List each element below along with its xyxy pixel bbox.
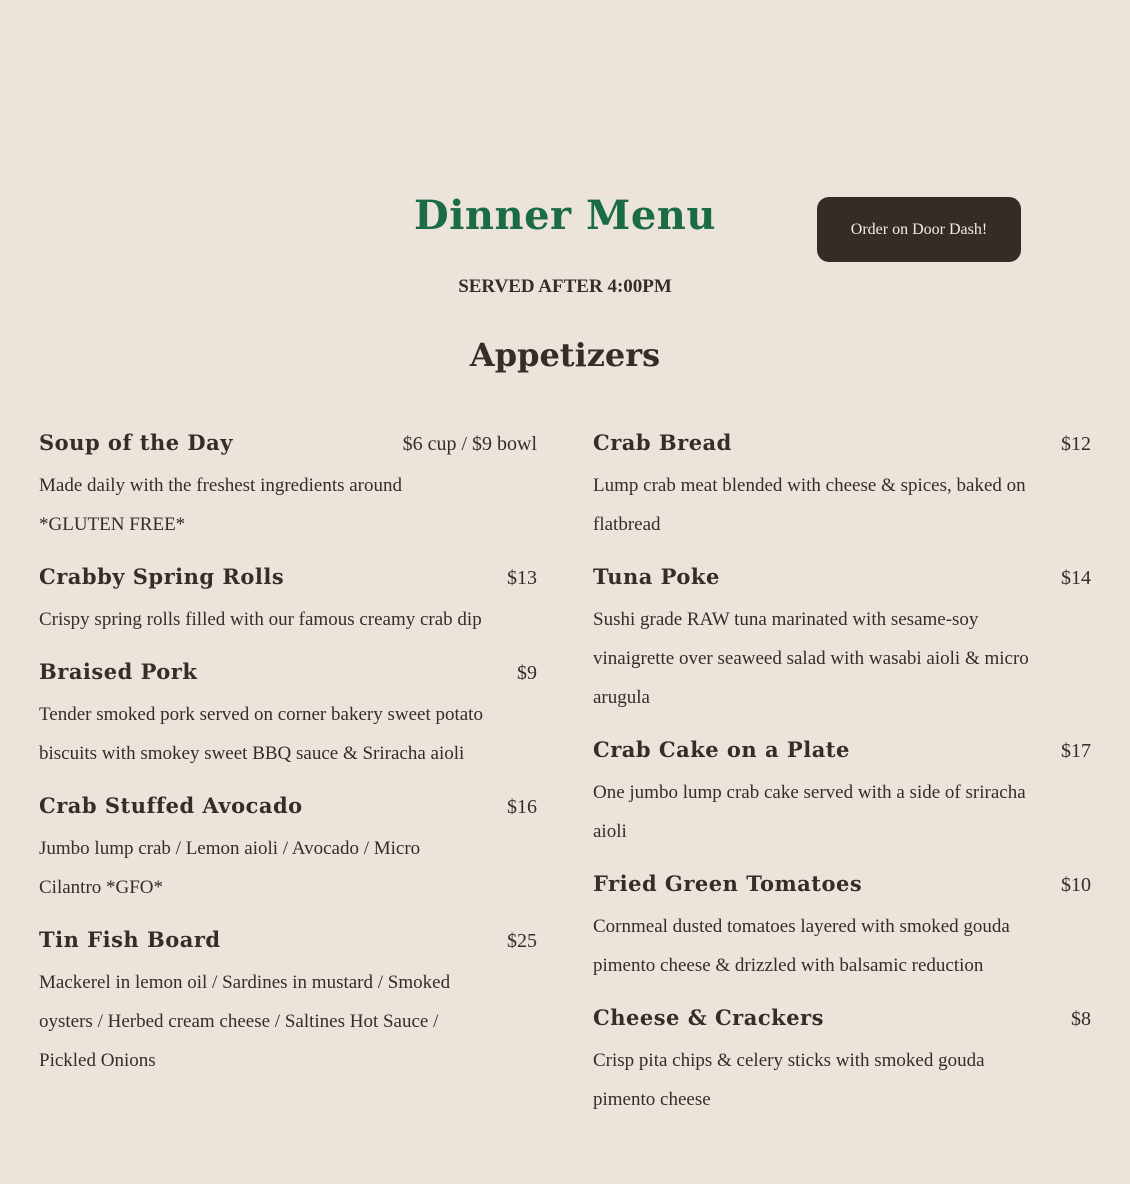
menu-item-description: Mackerel in lemon oil / Sardines in mustard / Smoked oysters / Herbed cream cheese / Saltines Hot Sauce / Pickled Onions	[39, 972, 451, 1071]
menu-column-right	[593, 430, 1091, 1139]
menu-item-description: Made daily with the freshest ingredients around *GLUTEN FREE*	[39, 475, 403, 535]
menu-item	[593, 1005, 1091, 1119]
menu-item-price: $8	[1071, 1008, 1091, 1030]
order-doordash-button[interactable]: Order on Door Dash!	[817, 197, 1021, 262]
menu-item-description: Lump crab meat blended with cheese & spices, baked on flatbread	[593, 475, 1026, 535]
menu-item-name: Tin Fish Board	[39, 927, 221, 952]
menu-item-name: Braised Pork	[39, 659, 198, 684]
menu-item	[593, 737, 1091, 851]
menu-item-price: $9	[517, 662, 537, 684]
page-title: Dinner Menu	[414, 192, 716, 239]
menu-item	[39, 659, 537, 773]
menu-item-name: Crabby Spring Rolls	[39, 564, 285, 589]
menu-item-name: Soup of the Day	[39, 430, 233, 455]
menu-item-description: Sushi grade RAW tuna marinated with sesame-soy vinaigrette over seaweed salad with wasabi aioli & micro arugula	[593, 609, 1029, 708]
menu-item	[39, 793, 537, 907]
menu-item	[593, 564, 1091, 717]
menu-item	[39, 927, 537, 1080]
served-after-subtitle: SERVED AFTER 4:00PM	[458, 276, 672, 297]
menu-item-price: $6 cup / $9 bowl	[402, 433, 537, 455]
menu-item-name: Crab Stuffed Avocado	[39, 793, 303, 818]
menu-item-name: Fried Green Tomatoes	[593, 871, 863, 896]
menu-item-name: Tuna Poke	[593, 564, 720, 589]
menu-item-name: Crab Bread	[593, 430, 732, 455]
menu-item	[593, 871, 1091, 985]
menu-item-description: Cornmeal dusted tomatoes layered with smoked gouda pimento cheese & drizzled with balsamic reduction	[593, 916, 1010, 976]
menu-item	[39, 430, 537, 544]
menu-item-price: $12	[1061, 433, 1091, 455]
menu-item-description: One jumbo lump crab cake served with a side of sriracha aioli	[593, 782, 1026, 842]
menu-item-price: $17	[1061, 740, 1091, 762]
menu-item-description: Crisp pita chips & celery sticks with smoked gouda pimento cheese	[593, 1050, 985, 1110]
menu-item-price: $10	[1061, 874, 1091, 896]
menu-item-name: Crab Cake on a Plate	[593, 737, 850, 762]
menu-item-description: Crispy spring rolls filled with our famous creamy crab dip	[39, 609, 482, 630]
menu-item	[593, 430, 1091, 544]
section-title-appetizers: Appetizers	[469, 336, 661, 374]
menu-item-description: Jumbo lump crab / Lemon aioli / Avocado / Micro Cilantro *GFO*	[39, 838, 421, 898]
menu-item-description: Tender smoked pork served on corner bakery sweet potato biscuits with smokey sweet BBQ sauce & Sriracha aioli	[39, 704, 483, 764]
menu-item-name: Cheese & Crackers	[593, 1005, 824, 1030]
menu-item	[39, 564, 537, 639]
menu-item-price: $16	[507, 796, 537, 818]
menu-item-price: $14	[1061, 567, 1091, 589]
menu-item-price: $25	[507, 930, 537, 952]
menu-column-left	[39, 430, 537, 1100]
menu-item-price: $13	[507, 567, 537, 589]
